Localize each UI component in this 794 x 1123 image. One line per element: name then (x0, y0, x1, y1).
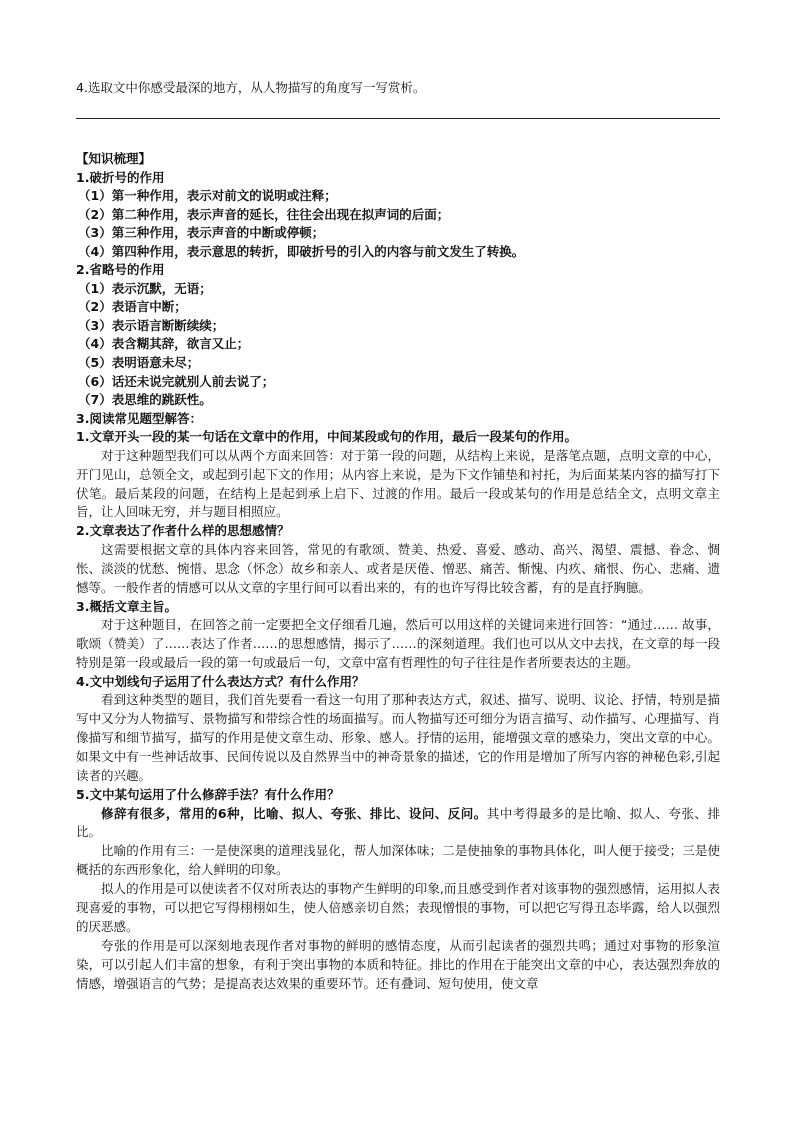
q4-answer: 看到这种类型的题目，我们首先要看一看这一句用了那种表达方式，叙述、描写、说明、议论、抒情，特别是描写中又分为人物描写、景物描写和带综合性的场面描写。而人物描写还可细分为语言描写、动作描写、心理描写、肖像描写和细节描写，描写的作用是使文章生动、形象、感人。抒情的运用，能增强文章的感染力，突出文章的中心。如果文中有一些神话故事、民间传说以及自然界当中的神奇景象的描述，它的作用是增加了所写内容的神秘色彩,引起读者的兴趣。 (76, 692, 720, 784)
q1-answer: 对于这种题型我们可以从两个方面来回答：对于第一段的问题，从结构上来说，是落笔点题，点明文章的中心，开门见山，总领全文，或起到引起下文的作用；从内容上来说，是为下文作铺垫和衬托，为后面某某内容的描写打下伏笔。最后某段的问题，在结构上是起到承上启下、过渡的作用。最后一段或某句的作用是总结全文，点明文章主旨，让人回味无穷，并与题目相照应。 (76, 447, 720, 520)
list-item: （7）表思维的跳跃性。 (78, 392, 212, 408)
q5-title: 5.文中某句运用了什么修辞手法？有什么作用？ (76, 786, 340, 802)
ellipsis-title: 2.省略号的作用 (76, 262, 165, 278)
list-item: （2）表语言中断； (78, 299, 187, 315)
personification-paragraph: 拟人的作用是可以使读者不仅对所表达的事物产生鲜明的印象,而且感受到作者对该事物的强烈感情，运用拟人表现喜爱的事物，可以把它写得栩栩如生，使人倍感亲切自然；表现憎恨的事物，可以把它写得丑态毕露，给人以强烈的厌恶感。 (76, 881, 720, 934)
q3-answer: 对于这种题目，在回答之前一定要把全文仔细看几遍，然后可以用这样的关键词来进行回答：“通过…… 故事，歌颂（赞美）了……表达了作者……的思想感情，揭示了……的深刻道理。我们也可以从文中去找，在文章的每一段特别是第一段或最后一段的第一句或最后一句，文章中富有哲理性的句子往往是作者所要表达的主题。 (76, 617, 720, 670)
list-item: （4）第四种作用，表示意思的转折，即破折号的引入的内容与前文发生了转换。 (78, 243, 525, 259)
knowledge-section (76, 150, 720, 994)
question-4: 4.选取文中你感受最深的地方，从人物描写的角度写一写赏析。 (76, 80, 426, 95)
metaphor-paragraph: 比喻的作用有三：一是使深奥的道理浅显化，帮人加深体味；二是使抽象的事物具体化，叫人便于接受；三是使概括的东西形象化，给人鲜明的印象。 (76, 843, 720, 878)
list-item: （3）表示语言断断续续； (78, 317, 225, 333)
q2-title: 2.文章表达了作者什么样的思想感情？ (76, 523, 290, 539)
q1-title: 1.文章开头一段的某一句话在文章中的作用，中间某段或句的作用，最后一段某句的作用。 (76, 429, 577, 445)
list-item: （1）表示沉默，无语； (78, 280, 212, 296)
q5-bold: 修辞有很多，常用的6种，比喻、拟人、夸张、排比、设问、反问。 (101, 805, 487, 821)
section-heading: 【知识梳理】 (76, 151, 152, 166)
hyperbole-paragraph: 夸张的作用是可以深刻地表现作者对事物的鲜明的感情态度，从而引起读者的强烈共鸣；通过对事物的形象渲染，可以引起人们丰富的想象，有利于突出事物的本质和特征。排比的作用在于能突出文章的中心，表达强烈奔放的情感，增强语言的气势；是提高表达效果的重要环节。还有叠词、短句使用，使文章 (76, 937, 720, 991)
list-item: （1）第一种作用，表示对前文的说明或注释； (78, 188, 337, 204)
list-item: （3）第三种作用，表示声音的中断或停顿； (78, 225, 325, 241)
q2-answer: 这需要根据文章的具体内容来回答，常见的有歌颂、赞美、热爱、喜爱、感动、高兴、渴望、震撼、眷念、惆怅、淡淡的忧愁、惋惜、思念（怀念）故乡和亲人、或者是厌倦、憎恶、痛苦、惭愧、内疚、痛恨、伤心、悲痛、遗憾等。一般作者的情感可以从文章的字里行间可以看出来的，有的也许写得比较含蓄，有的是直抒胸臆。 (76, 541, 720, 595)
dash-title: 1.破折号的作用 (76, 169, 165, 185)
q3-title: 3.概括文章主旨。 (76, 598, 177, 614)
q5-rest: 其中考得最多的是比喻、拟人、夸张、排比。 (76, 805, 720, 840)
answer-line (76, 118, 720, 119)
q5-answer (76, 805, 720, 843)
q4-title: 4.文中划线句子运用了什么表达方式？有什么作用？ (76, 673, 365, 689)
list-item: （4）表含糊其辞，欲言又止； (78, 336, 250, 352)
reading-title: 3.阅读常见题型解答： (76, 410, 202, 426)
list-item: （2）第二种作用，表示声音的延长，往往会出现在拟声词的后面； (78, 206, 450, 222)
list-item: （6）话还未说完就别人前去说了； (78, 373, 275, 389)
list-item: （5）表明语意未尽； (78, 355, 200, 371)
